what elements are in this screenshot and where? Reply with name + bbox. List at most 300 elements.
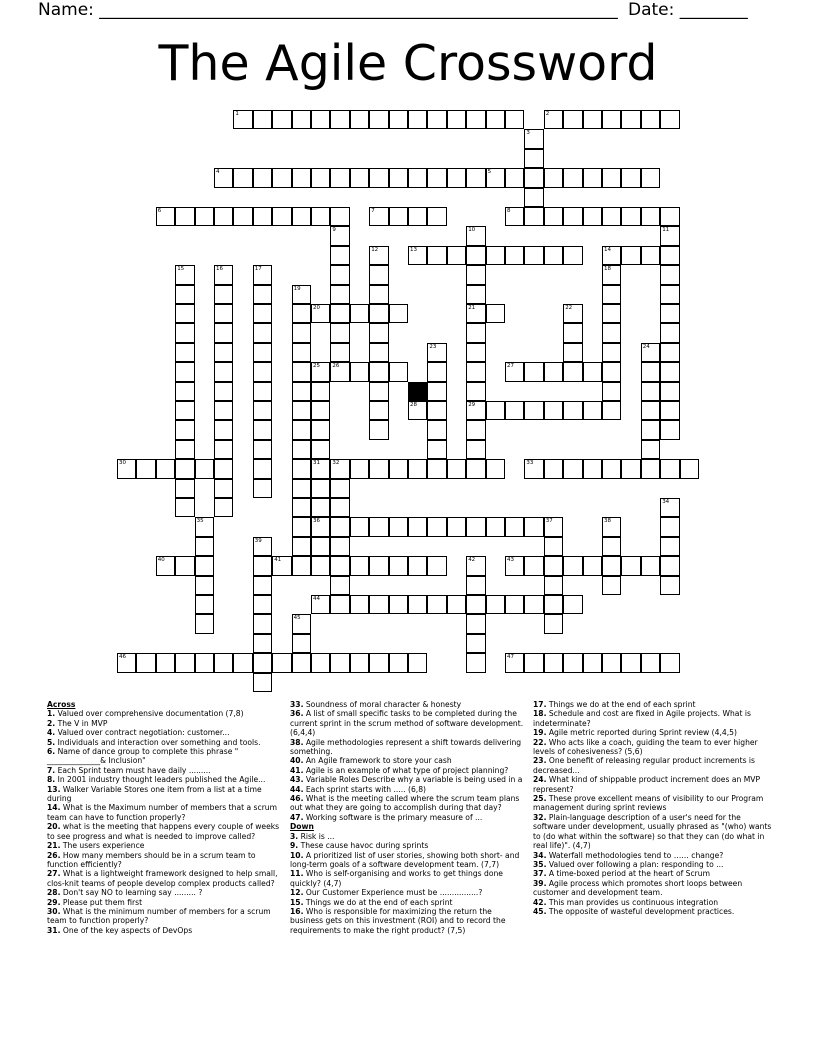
grid-cell[interactable] [369,110,388,129]
grid-cell[interactable] [214,420,233,439]
grid-cell[interactable] [466,459,485,478]
grid-cell[interactable] [292,614,311,633]
grid-cell[interactable] [505,595,524,614]
grid-cell[interactable] [369,556,388,575]
grid-cell[interactable] [350,304,369,323]
grid-cell[interactable] [214,265,233,284]
grid-cell[interactable] [602,343,621,362]
grid-cell[interactable] [311,110,330,129]
grid-cell[interactable] [195,576,214,595]
grid-cell[interactable] [486,246,505,265]
grid-cell[interactable] [524,653,543,672]
grid-cell[interactable] [311,168,330,187]
grid-cell[interactable] [602,323,621,342]
grid-cell[interactable] [292,634,311,653]
grid-cell[interactable] [330,556,349,575]
grid-cell[interactable] [292,207,311,226]
grid-cell[interactable] [330,537,349,556]
grid-cell[interactable] [350,459,369,478]
grid-cell[interactable] [311,401,330,420]
grid-cell[interactable] [330,343,349,362]
grid-cell[interactable] [175,285,194,304]
grid-cell[interactable] [175,479,194,498]
grid-cell[interactable] [466,285,485,304]
grid-cell[interactable] [253,576,272,595]
grid-cell[interactable] [292,110,311,129]
grid-cell[interactable] [447,459,466,478]
grid-cell[interactable] [466,576,485,595]
grid-cell[interactable] [641,110,660,129]
grid-cell[interactable] [175,207,194,226]
grid-cell[interactable] [427,246,446,265]
grid-cell[interactable] [505,517,524,536]
grid-cell[interactable] [466,401,485,420]
grid-cell[interactable] [389,653,408,672]
grid-cell[interactable] [660,420,679,439]
grid-cell[interactable] [466,614,485,633]
grid-cell[interactable] [524,362,543,381]
grid-cell[interactable] [641,401,660,420]
grid-cell[interactable] [175,420,194,439]
grid-cell[interactable] [369,459,388,478]
grid-cell[interactable] [680,459,699,478]
grid-cell[interactable] [427,110,446,129]
grid-cell[interactable] [583,110,602,129]
grid-cell[interactable] [389,207,408,226]
grid-cell[interactable] [292,537,311,556]
grid-cell[interactable] [641,440,660,459]
grid-cell[interactable] [524,168,543,187]
grid-cell[interactable] [330,304,349,323]
grid-cell[interactable] [505,362,524,381]
grid-cell[interactable] [505,246,524,265]
grid-cell[interactable] [175,440,194,459]
grid-cell[interactable] [660,304,679,323]
grid-cell[interactable] [253,440,272,459]
grid-cell[interactable] [544,537,563,556]
grid-cell[interactable] [175,362,194,381]
grid-cell[interactable] [427,595,446,614]
grid-cell[interactable] [602,246,621,265]
grid-cell[interactable] [136,459,155,478]
grid-cell[interactable] [466,226,485,245]
grid-cell[interactable] [369,595,388,614]
grid-cell[interactable] [408,246,427,265]
grid-cell[interactable] [330,498,349,517]
grid-cell[interactable] [311,479,330,498]
grid-cell[interactable] [408,110,427,129]
grid-cell[interactable] [253,614,272,633]
grid-cell[interactable] [544,207,563,226]
grid-cell[interactable] [214,207,233,226]
grid-cell[interactable] [466,556,485,575]
grid-cell[interactable] [117,653,136,672]
grid-cell[interactable] [466,265,485,284]
grid-cell[interactable] [330,168,349,187]
grid-cell[interactable] [330,323,349,342]
grid-cell[interactable] [466,362,485,381]
grid-cell[interactable] [524,246,543,265]
grid-cell[interactable] [660,537,679,556]
grid-cell[interactable] [466,440,485,459]
grid-cell[interactable] [408,517,427,536]
grid-cell[interactable] [563,362,582,381]
grid-cell[interactable] [389,110,408,129]
grid-cell[interactable] [214,343,233,362]
grid-cell[interactable] [602,517,621,536]
grid-cell[interactable] [621,246,640,265]
grid-cell[interactable] [253,634,272,653]
grid-cell[interactable] [641,556,660,575]
grid-cell[interactable] [272,556,291,575]
grid-cell[interactable] [253,420,272,439]
grid-cell[interactable] [660,576,679,595]
grid-cell[interactable] [466,653,485,672]
grid-cell[interactable] [621,168,640,187]
grid-cell[interactable] [214,285,233,304]
grid-cell[interactable] [175,401,194,420]
grid-cell[interactable] [350,110,369,129]
grid-cell[interactable] [253,653,272,672]
grid-cell[interactable] [369,265,388,284]
grid-cell[interactable] [175,498,194,517]
grid-cell[interactable] [660,517,679,536]
grid-cell[interactable] [544,110,563,129]
grid-cell[interactable] [602,653,621,672]
grid-cell[interactable] [369,653,388,672]
grid-cell[interactable] [563,401,582,420]
grid-cell[interactable] [660,226,679,245]
grid-cell[interactable] [466,420,485,439]
grid-cell[interactable] [466,304,485,323]
grid-cell[interactable] [292,556,311,575]
grid-cell[interactable] [272,653,291,672]
grid-cell[interactable] [272,207,291,226]
grid-cell[interactable] [602,459,621,478]
grid-cell[interactable] [563,556,582,575]
grid-cell[interactable] [583,459,602,478]
grid-cell[interactable] [408,595,427,614]
grid-cell[interactable] [175,556,194,575]
grid-cell[interactable] [253,537,272,556]
grid-cell[interactable] [544,459,563,478]
grid-cell[interactable] [175,265,194,284]
grid-cell[interactable] [253,207,272,226]
grid-cell[interactable] [311,362,330,381]
grid-cell[interactable] [563,323,582,342]
grid-cell[interactable] [427,343,446,362]
grid-cell[interactable] [486,595,505,614]
grid-cell[interactable] [524,556,543,575]
grid-cell[interactable] [544,246,563,265]
grid-cell[interactable] [369,285,388,304]
grid-cell[interactable] [660,556,679,575]
grid-cell[interactable] [389,168,408,187]
grid-cell[interactable] [311,440,330,459]
grid-cell[interactable] [156,556,175,575]
grid-cell[interactable] [350,556,369,575]
grid-cell[interactable] [602,537,621,556]
grid-cell[interactable] [524,149,543,168]
grid-cell[interactable] [505,168,524,187]
grid-cell[interactable] [292,168,311,187]
grid-cell[interactable] [292,323,311,342]
grid-cell[interactable] [253,110,272,129]
grid-cell[interactable] [660,207,679,226]
grid-cell[interactable] [195,556,214,575]
grid-cell[interactable] [350,517,369,536]
grid-cell[interactable] [660,343,679,362]
grid-cell[interactable] [292,343,311,362]
grid-cell[interactable] [253,168,272,187]
grid-cell[interactable] [447,168,466,187]
grid-cell[interactable] [544,576,563,595]
grid-cell[interactable] [427,556,446,575]
grid-cell[interactable] [292,440,311,459]
grid-cell[interactable] [427,207,446,226]
grid-cell[interactable] [466,110,485,129]
grid-cell[interactable] [330,653,349,672]
grid-cell[interactable] [292,479,311,498]
grid-cell[interactable] [660,459,679,478]
grid-cell[interactable] [408,168,427,187]
grid-cell[interactable] [330,595,349,614]
grid-cell[interactable] [175,382,194,401]
grid-cell[interactable] [369,517,388,536]
grid-cell[interactable] [292,285,311,304]
grid-cell[interactable] [621,556,640,575]
grid-cell[interactable] [466,382,485,401]
grid-cell[interactable] [214,479,233,498]
grid-cell[interactable] [214,401,233,420]
grid-cell[interactable] [602,304,621,323]
grid-cell[interactable] [389,304,408,323]
grid-cell[interactable] [466,168,485,187]
grid-cell[interactable] [427,168,446,187]
grid-cell[interactable] [641,420,660,439]
grid-cell[interactable] [330,246,349,265]
grid-cell[interactable] [136,653,155,672]
grid-cell[interactable] [195,614,214,633]
grid-cell[interactable] [641,246,660,265]
grid-cell[interactable] [524,459,543,478]
grid-cell[interactable] [330,265,349,284]
grid-cell[interactable] [641,653,660,672]
grid-cell[interactable] [563,595,582,614]
grid-cell[interactable] [544,362,563,381]
grid-cell[interactable] [253,362,272,381]
grid-cell[interactable] [330,479,349,498]
grid-cell[interactable] [602,401,621,420]
grid-cell[interactable] [524,517,543,536]
grid-cell[interactable] [602,362,621,381]
grid-cell[interactable] [253,323,272,342]
grid-cell[interactable] [214,323,233,342]
grid-cell[interactable] [660,401,679,420]
grid-cell[interactable] [253,304,272,323]
grid-cell[interactable] [544,168,563,187]
grid-cell[interactable] [505,401,524,420]
grid-cell[interactable] [447,517,466,536]
grid-cell[interactable] [660,285,679,304]
grid-cell[interactable] [369,304,388,323]
grid-cell[interactable] [292,420,311,439]
grid-cell[interactable] [621,653,640,672]
grid-cell[interactable] [466,323,485,342]
grid-cell[interactable] [602,285,621,304]
grid-cell[interactable] [369,246,388,265]
grid-cell[interactable] [369,382,388,401]
grid-cell[interactable] [427,440,446,459]
grid-cell[interactable] [156,459,175,478]
grid-cell[interactable] [330,110,349,129]
grid-cell[interactable] [544,556,563,575]
grid-cell[interactable] [214,304,233,323]
grid-cell[interactable] [486,459,505,478]
grid-cell[interactable] [233,168,252,187]
grid-cell[interactable] [292,304,311,323]
grid-cell[interactable] [602,110,621,129]
grid-cell[interactable] [253,265,272,284]
grid-cell[interactable] [233,207,252,226]
grid-cell[interactable] [641,382,660,401]
grid-cell[interactable] [583,207,602,226]
grid-cell[interactable] [563,110,582,129]
grid-cell[interactable] [447,246,466,265]
grid-cell[interactable] [660,498,679,517]
grid-cell[interactable] [330,459,349,478]
grid-cell[interactable] [330,207,349,226]
grid-cell[interactable] [214,653,233,672]
grid-cell[interactable] [602,576,621,595]
grid-cell[interactable] [369,420,388,439]
grid-cell[interactable] [311,517,330,536]
grid-cell[interactable] [427,459,446,478]
grid-cell[interactable] [602,207,621,226]
grid-cell[interactable] [214,459,233,478]
grid-cell[interactable] [660,653,679,672]
grid-cell[interactable] [292,517,311,536]
grid-cell[interactable] [486,168,505,187]
grid-cell[interactable] [660,323,679,342]
grid-cell[interactable] [563,207,582,226]
grid-cell[interactable] [505,653,524,672]
grid-cell[interactable] [389,595,408,614]
grid-cell[interactable] [408,556,427,575]
grid-cell[interactable] [311,459,330,478]
grid-cell[interactable] [175,343,194,362]
grid-cell[interactable] [389,459,408,478]
grid-cell[interactable] [660,382,679,401]
grid-cell[interactable] [660,246,679,265]
grid-cell[interactable] [486,517,505,536]
grid-cell[interactable] [369,207,388,226]
grid-cell[interactable] [602,168,621,187]
grid-cell[interactable] [641,207,660,226]
grid-cell[interactable] [253,459,272,478]
grid-cell[interactable] [330,226,349,245]
grid-cell[interactable] [563,459,582,478]
grid-cell[interactable] [311,304,330,323]
grid-cell[interactable] [195,537,214,556]
grid-cell[interactable] [330,362,349,381]
grid-cell[interactable] [292,498,311,517]
grid-cell[interactable] [369,401,388,420]
grid-cell[interactable] [369,323,388,342]
grid-cell[interactable] [621,459,640,478]
grid-cell[interactable] [156,207,175,226]
grid-cell[interactable] [427,517,446,536]
grid-cell[interactable] [350,362,369,381]
grid-cell[interactable] [330,517,349,536]
grid-cell[interactable] [253,285,272,304]
grid-cell[interactable] [292,459,311,478]
grid-cell[interactable] [660,265,679,284]
grid-cell[interactable] [505,556,524,575]
grid-cell[interactable] [447,595,466,614]
grid-cell[interactable] [350,168,369,187]
grid-cell[interactable] [175,459,194,478]
grid-cell[interactable] [641,168,660,187]
grid-cell[interactable] [466,517,485,536]
grid-cell[interactable] [214,498,233,517]
grid-cell[interactable] [486,110,505,129]
grid-cell[interactable] [330,576,349,595]
grid-cell[interactable] [524,188,543,207]
grid-cell[interactable] [330,285,349,304]
grid-cell[interactable] [369,168,388,187]
grid-cell[interactable] [466,246,485,265]
grid-cell[interactable] [253,673,272,692]
grid-cell[interactable] [311,556,330,575]
grid-cell[interactable] [175,323,194,342]
grid-cell[interactable] [233,110,252,129]
grid-cell[interactable] [563,653,582,672]
grid-cell[interactable] [311,207,330,226]
grid-cell[interactable] [214,362,233,381]
grid-cell[interactable] [544,595,563,614]
grid-cell[interactable] [602,265,621,284]
grid-cell[interactable] [292,653,311,672]
grid-cell[interactable] [602,382,621,401]
grid-cell[interactable] [524,129,543,148]
grid-cell[interactable] [408,207,427,226]
grid-cell[interactable] [505,207,524,226]
grid-cell[interactable] [253,343,272,362]
grid-cell[interactable] [350,653,369,672]
grid-cell[interactable] [524,207,543,226]
grid-cell[interactable] [544,401,563,420]
grid-cell[interactable] [641,362,660,381]
grid-cell[interactable] [195,653,214,672]
grid-cell[interactable] [505,110,524,129]
grid-cell[interactable] [486,401,505,420]
grid-cell[interactable] [272,168,291,187]
grid-cell[interactable] [544,517,563,536]
grid-cell[interactable] [583,401,602,420]
grid-cell[interactable] [427,382,446,401]
grid-cell[interactable] [311,653,330,672]
grid-cell[interactable] [253,382,272,401]
grid-cell[interactable] [195,207,214,226]
grid-cell[interactable] [641,343,660,362]
grid-cell[interactable] [621,110,640,129]
grid-cell[interactable] [408,459,427,478]
grid-cell[interactable] [427,420,446,439]
grid-cell[interactable] [292,362,311,381]
grid-cell[interactable] [544,653,563,672]
grid-cell[interactable] [583,168,602,187]
